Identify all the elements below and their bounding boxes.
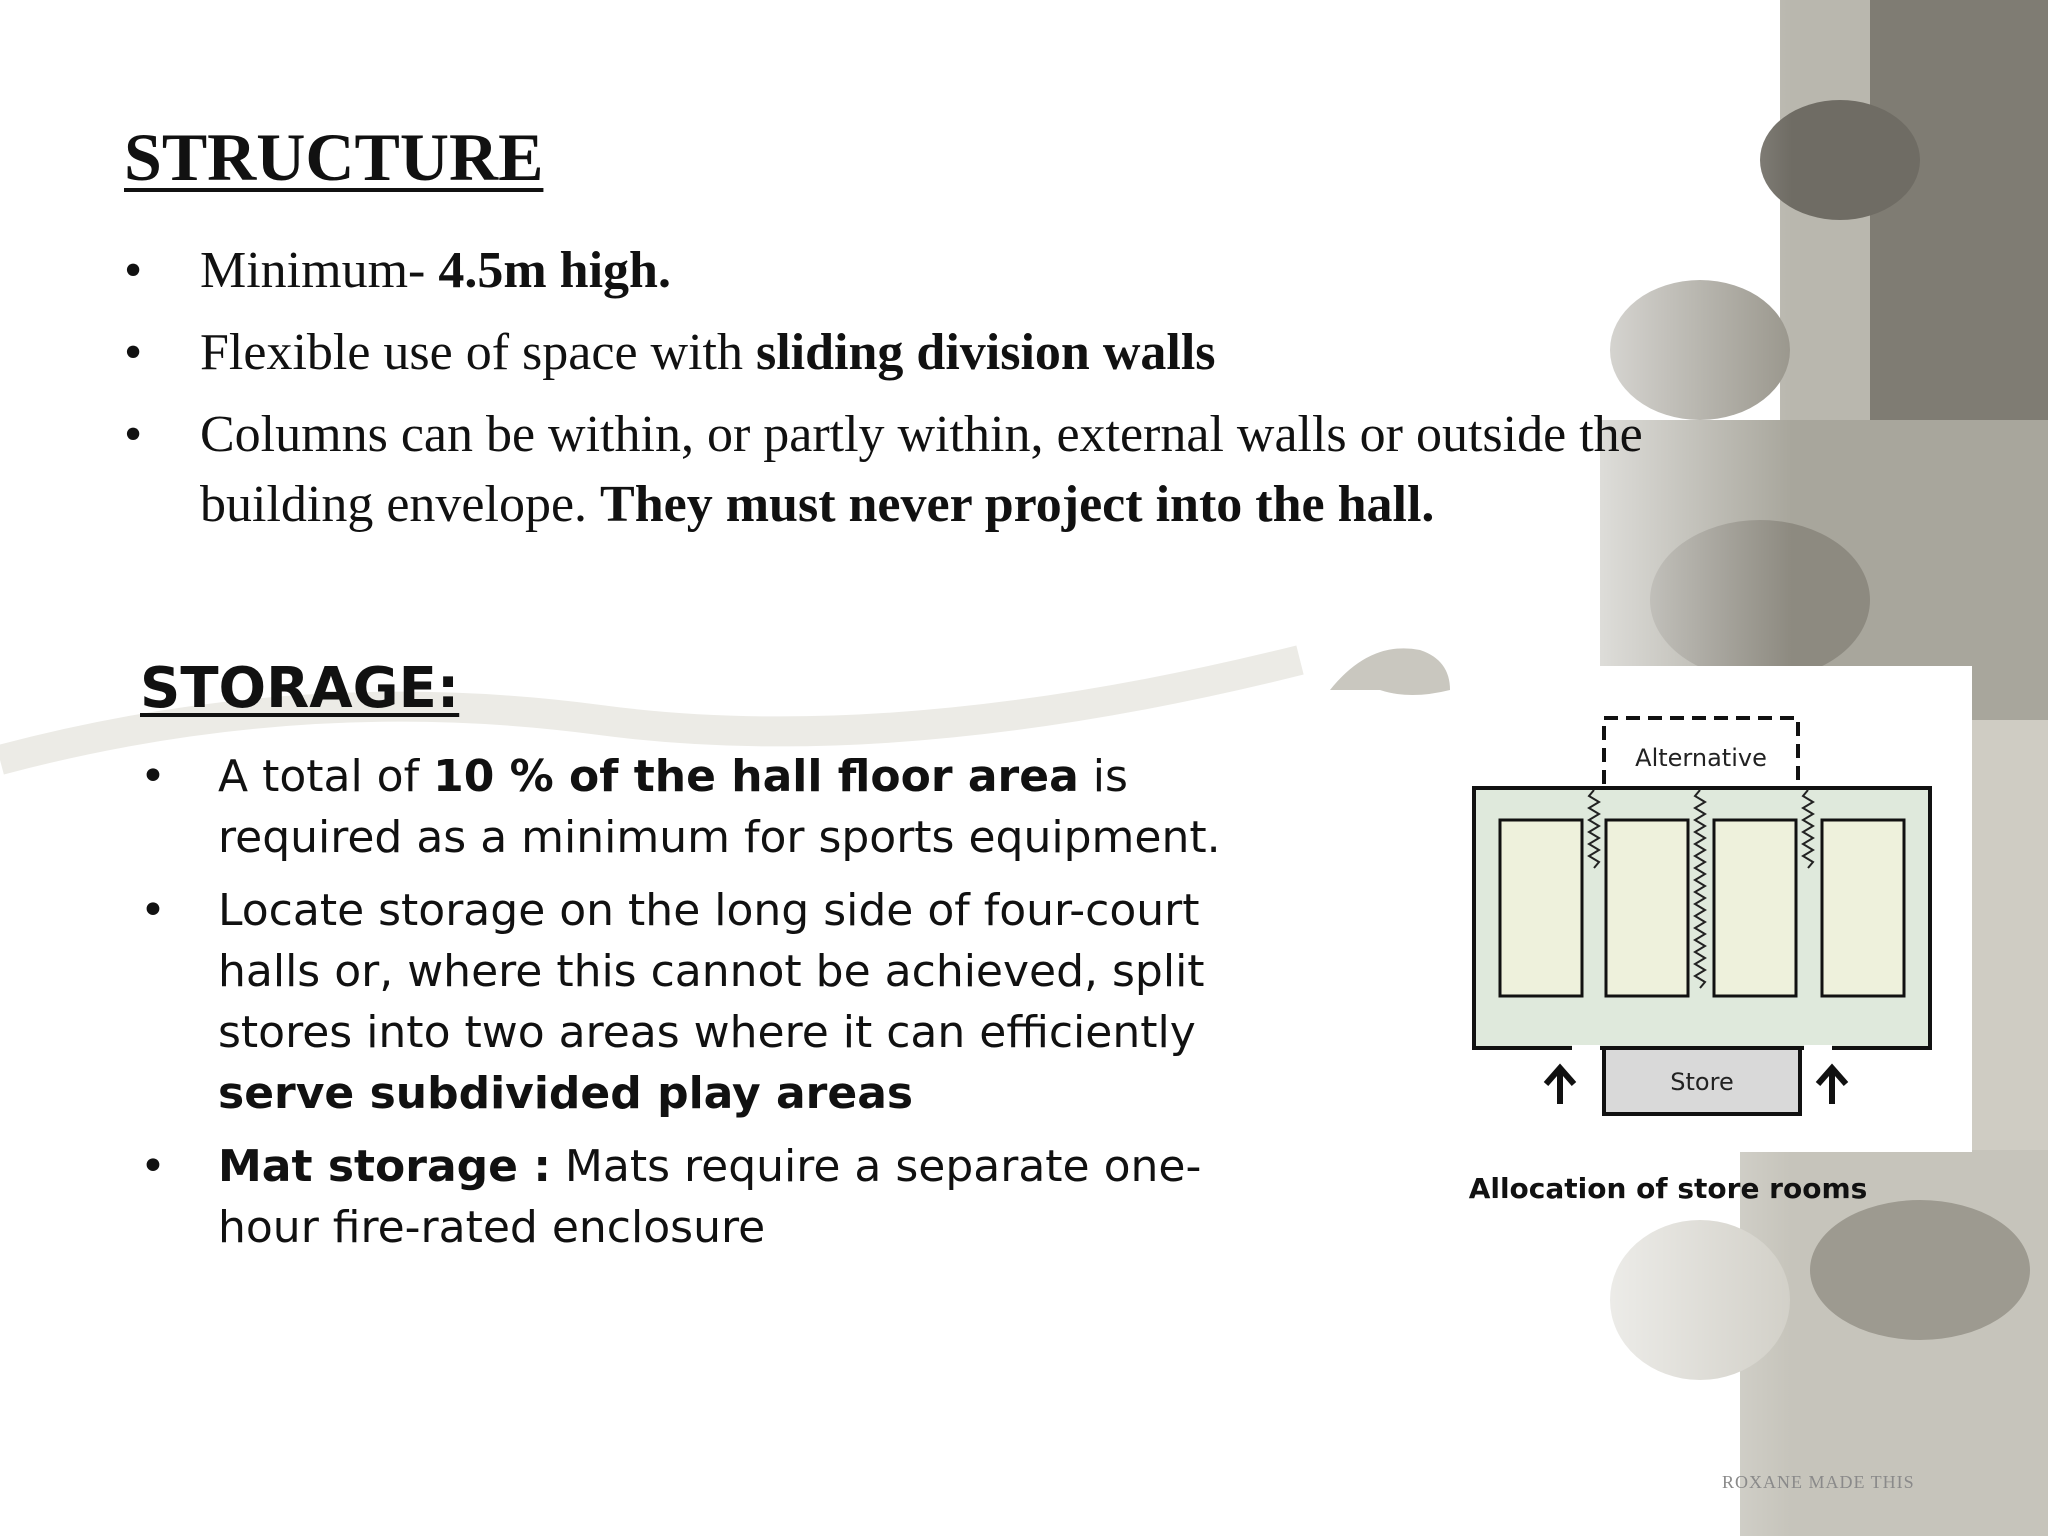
storage-bullet-1 [140, 746, 1240, 868]
storage-bullet-2-emphasis: serve subdivided play areas [218, 1068, 914, 1119]
court-1 [1500, 820, 1582, 996]
storage-bullet-1-pre: A total of [218, 751, 434, 802]
storage-bullet-1-emphasis: 10 % of the hall floor area [433, 751, 1079, 802]
store-allocation-diagram [1452, 666, 1972, 1152]
store-label: Store [1670, 1068, 1734, 1096]
court-3 [1714, 820, 1796, 996]
reaching-hand-shape [1330, 648, 1450, 695]
structure-bullet-1-text: Minimum- [200, 242, 439, 299]
court-2 [1606, 820, 1688, 996]
storage-bullet-3 [140, 1136, 1240, 1258]
structure-bullet-1 [124, 236, 1804, 306]
structure-bullet-3-emphasis: They must never project into the hall. [600, 476, 1435, 533]
alternative-label: Alternative [1635, 744, 1767, 772]
storage-bullet-list [140, 746, 1240, 1270]
storage-bullet-1-post: is required as a minimum for sports equipment. [218, 751, 1221, 863]
structure-bullet-2-text: Flexible use of space with [200, 324, 756, 381]
photo-credit: ROXANE MADE THIS [1722, 1472, 1915, 1492]
structure-heading: STRUCTURE [124, 119, 544, 195]
arrow-up-right-icon [1818, 1068, 1846, 1104]
structure-bullet-2 [124, 318, 1804, 388]
structure-bullet-1-emphasis: 4.5m high. [438, 242, 671, 299]
arrow-up-left-icon [1546, 1068, 1574, 1104]
bullet-dot-icon: • [140, 751, 166, 802]
structure-bullet-3 [124, 400, 1804, 540]
bullet-dot-icon: • [140, 1141, 166, 1192]
store-allocation-svg [1452, 666, 1972, 1152]
structure-bullet-list [124, 236, 1804, 552]
structure-bullet-2-emphasis: sliding division walls [755, 324, 1216, 381]
structure-bullet-3-text: Columns can be within, or partly within, external walls or outside the building envelope. [200, 406, 1643, 533]
storage-bullet-3-post: Mats require a separate one-hour fire-rated enclosure [218, 1141, 1202, 1253]
storage-bullet-2-pre: Locate storage on the long side of four-court halls or, where this cannot be achieved, split stores into two areas where it can efficiently [218, 885, 1205, 1058]
court-4 [1822, 820, 1904, 996]
bullet-dot-icon: • [140, 885, 166, 936]
bullet-dot-icon: • [124, 406, 143, 463]
storage-bullet-2 [140, 880, 1240, 1124]
storage-heading: STORAGE: [140, 656, 460, 721]
bullet-dot-icon: • [124, 324, 143, 381]
storage-bullet-3-emphasis: Mat storage : [218, 1141, 551, 1192]
bullet-dot-icon: • [124, 242, 143, 299]
diagram-caption: Allocation of store rooms [1468, 1172, 1868, 1205]
